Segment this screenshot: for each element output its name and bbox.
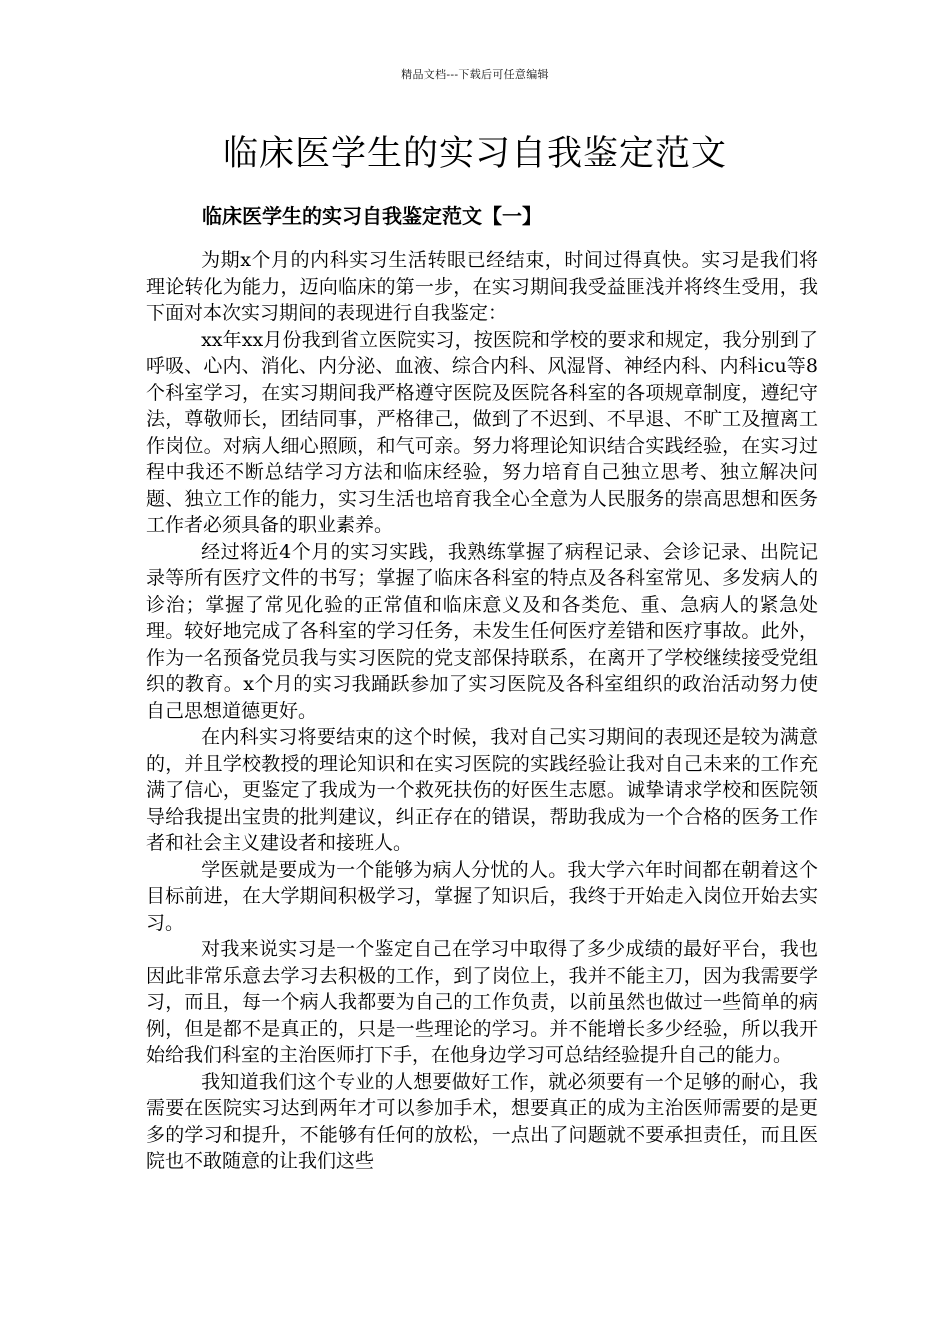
paragraph: 在内科实习将要结束的这个时候，我对自己实习期间的表现还是较为满意的，并且学校教授的理论知识和在实习医院的实践经验让我对自己未来的工作充满了信心，更鉴定了我成为一个救死扶伤的好医生志愿。诚挚请求学校和医院领导给我提出宝贵的批判建议，纠正存在的错误，帮助我成为一个合格的医务工作者和社会主义建设者和接班人。: [146, 726, 818, 854]
document-title: 临床医学生的实习自我鉴定范文: [222, 134, 727, 174]
paragraph: 学医就是要成为一个能够为病人分忧的人。我大学六年时间都在朝着这个目标前进，在大学期间积极学习，掌握了知识后，我终于开始走入岗位开始去实习。: [146, 858, 818, 934]
document-body: [146, 247, 818, 1175]
section-title: 临床医学生的实习自我鉴定范文【一】: [202, 204, 542, 228]
paragraph: 经过将近4个月的实习实践，我熟练掌握了病程记录、会诊记录、出院记录等所有医疗文件的书写；掌握了临床各科室的特点及各科室常见、多发病人的诊治；掌握了常见化验的正常值和临床意义及和各类危、重、急病人的紧急处理。较好地完成了各科室的学习任务，未发生任何医疗差错和医疗事故。此外，作为一名预备党员我与实习医院的党支部保持联系，在离开了学校继续接受党组织的教育。x个月的实习我踊跃参加了实习医院及各科室组织的政治活动努力使自己思想道德更好。: [146, 540, 818, 722]
paragraph: 为期x个月的内科实习生活转眼已经结束，时间过得真快。实习是我们将理论转化为能力，迈向临床的第一步，在实习期间我受益匪浅并将终生受用，我下面对本次实习期间的表现进行自我鉴定：: [146, 249, 818, 324]
paragraph: 对我来说实习是一个鉴定自己在学习中取得了多少成绩的最好平台，我也因此非常乐意去学习去积极的工作，到了岗位上，我并不能主刀，因为我需要学习，而且，每一个病人我都要为自己的工作负责，以前虽然也做过一些简单的病例，但是都不是真正的，只是一些理论的学习。并不能增长多少经验，所以我开始给我们科室的主治医师打下手，在他身边学习可总结经验提升自己的能力。: [146, 938, 818, 1066]
paragraph: xx年xx月份我到省立医院实习，按医院和学校的要求和规定，我分别到了呼吸、心内、消化、内分泌、血液、综合内科、风湿肾、神经内科、内科icu等8个科室学习，在实习期间我严格遵守医院及医院各科室的各项规章制度，遵纪守法，尊敬师长，团结同事，严格律己，做到了不迟到、不早退、不旷工及擅离工作岗位。对病人细心照顾，和气可亲。努力将理论知识结合实践经验，在实习过程中我还不断总结学习方法和临床经验，努力培育自己独立思考、独立解决问题、独立工作的能力，实习生活也培育我全心全意为人民服务的崇高思想和医务工作者必须具备的职业素养。: [146, 328, 818, 536]
page-header: 精品文档---下载后可任意编辑: [401, 68, 549, 81]
paragraph: 我知道我们这个专业的人想要做好工作，就必须要有一个足够的耐心，我需要在医院实习达到两年才可以参加手术，想要真正的成为主治医师需要的是更多的学习和提升，不能够有任何的放松，一点出了问题就不要承担责任，而且医院也不敢随意的让我们这些: [146, 1070, 818, 1172]
